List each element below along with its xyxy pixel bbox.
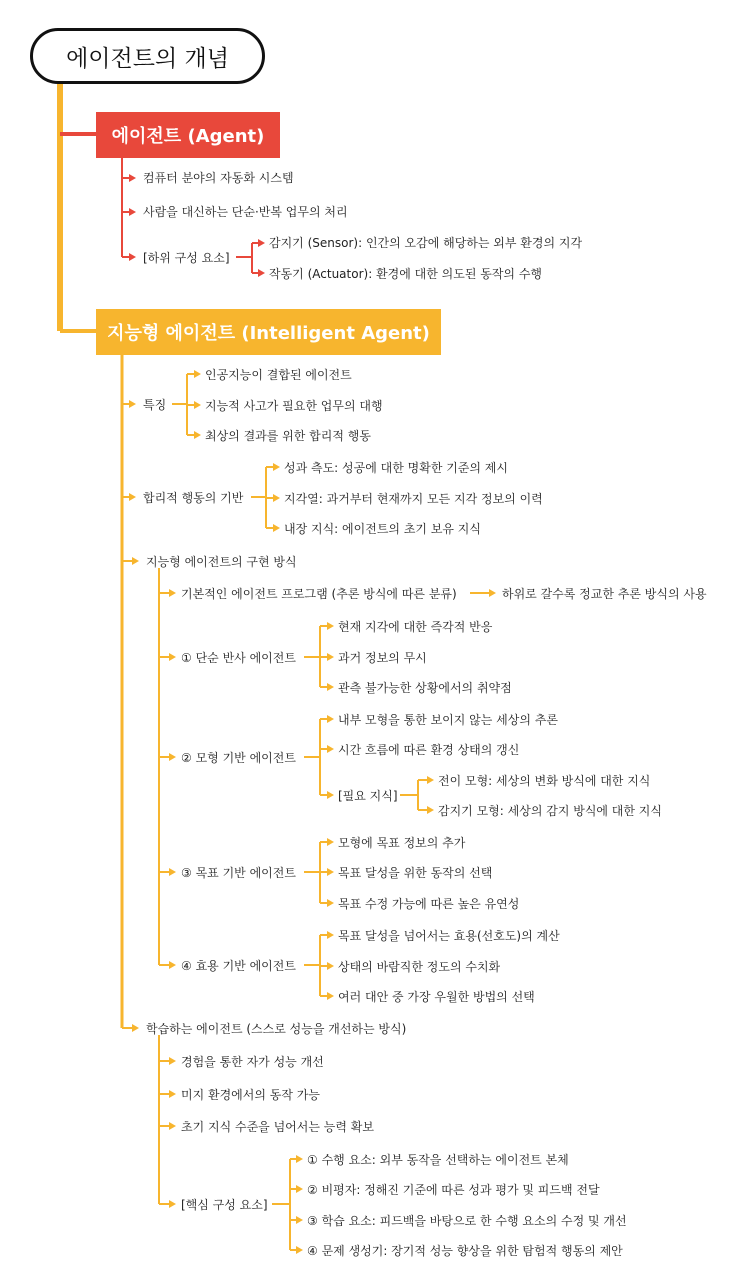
core-component-item: ③ 학습 요소: 피드백을 바탕으로 한 수행 요소의 수정 및 개선 xyxy=(307,1214,627,1228)
utility-based-item: 상태의 바람직한 정도의 수치화 xyxy=(338,960,501,974)
agent-item: 사람을 대신하는 단순·반복 업무의 처리 xyxy=(143,205,348,219)
arrow-head-icon xyxy=(129,253,136,261)
core-components-label: [핵심 구성 요소] xyxy=(181,1198,268,1212)
basic-program-note: 하위로 갈수록 정교한 추론 방식의 사용 xyxy=(502,587,707,601)
goal-based-label: ③ 목표 기반 에이전트 xyxy=(181,866,296,880)
arrow-head-icon xyxy=(327,622,334,630)
arrow-head-icon xyxy=(169,1122,176,1130)
arrow-head-icon xyxy=(169,753,176,761)
arrow-head-icon xyxy=(327,838,334,846)
arrow-head-icon xyxy=(327,791,334,799)
feature-item: 최상의 결과를 위한 합리적 행동 xyxy=(205,429,371,443)
arrow-head-icon xyxy=(327,931,334,939)
arrow-head-icon xyxy=(169,1090,176,1098)
model-based-item: 내부 모형을 통한 보이지 않는 세상의 추론 xyxy=(338,713,558,727)
utility-based-label: ④ 효용 기반 에이전트 xyxy=(181,959,296,973)
core-component-item: ② 비평자: 정해진 기준에 따른 성과 평가 및 피드백 전달 xyxy=(307,1183,600,1197)
arrow-head-icon xyxy=(169,868,176,876)
model-based-item: 시간 흐름에 따른 환경 상태의 갱신 xyxy=(338,743,520,757)
arrow-head-icon xyxy=(129,174,136,182)
arrow-head-icon xyxy=(427,776,434,784)
learning-label: 학습하는 에이전트 (스스로 성능을 개선하는 방식) xyxy=(146,1022,407,1036)
simple-reflex-label: ① 단순 반사 에이전트 xyxy=(181,651,296,665)
rational-item: 내장 지식: 에이전트의 초기 보유 지식 xyxy=(284,522,481,536)
arrow-head-icon xyxy=(327,868,334,876)
agent-sub-label: [하위 구성 요소] xyxy=(143,251,230,265)
goal-based-item: 목표 달성을 위한 동작의 선택 xyxy=(338,866,493,880)
arrow-head-icon xyxy=(327,992,334,1000)
utility-based-item: 목표 달성을 넘어서는 효용(선호도)의 계산 xyxy=(338,929,560,943)
arrow-head-icon xyxy=(169,653,176,661)
agent-item: 컴퓨터 분야의 자동화 시스템 xyxy=(143,171,294,185)
arrow-head-icon xyxy=(132,1024,139,1032)
arrow-head-icon xyxy=(258,269,265,277)
simple-reflex-item: 과거 정보의 무시 xyxy=(338,651,427,665)
arrow-head-icon xyxy=(327,745,334,753)
impl-label: 지능형 에이전트의 구현 방식 xyxy=(146,555,297,569)
arrow-head-icon xyxy=(273,463,280,471)
learning-item: 초기 지식 수준을 넘어서는 능력 확보 xyxy=(181,1120,374,1134)
arrow-head-icon xyxy=(169,961,176,969)
rational-label: 합리적 행동의 기반 xyxy=(143,491,244,505)
agent-section-header: 에이전트 (Agent) xyxy=(96,112,280,158)
simple-reflex-item: 현재 지각에 대한 즉각적 반응 xyxy=(338,620,493,634)
model-based-label: ② 모형 기반 에이전트 xyxy=(181,751,296,765)
root-node: 에이전트의 개념 xyxy=(30,28,265,84)
arrow-head-icon xyxy=(427,806,434,814)
intelligent-agent-section-header: 지능형 에이전트 (Intelligent Agent) xyxy=(96,309,441,355)
features-label: 특징 xyxy=(143,398,167,412)
arrow-head-icon xyxy=(169,589,176,597)
simple-reflex-item: 관측 불가능한 상황에서의 취약점 xyxy=(338,681,512,695)
goal-based-item: 모형에 목표 정보의 추가 xyxy=(338,836,466,850)
agent-sub-item: 감지기 (Sensor): 인간의 오감에 해당하는 외부 환경의 지각 xyxy=(269,236,583,250)
arrow-head-icon xyxy=(132,557,139,565)
rational-item: 지각열: 과거부터 현재까지 모든 지각 정보의 이력 xyxy=(284,492,543,506)
arrow-head-icon xyxy=(296,1155,303,1163)
core-component-item: ① 수행 요소: 외부 동작을 선택하는 에이전트 본체 xyxy=(307,1153,569,1167)
core-component-item: ④ 문제 생성기: 장기적 성능 향상을 위한 탐험적 행동의 제안 xyxy=(307,1244,623,1258)
arrow-head-icon xyxy=(169,1057,176,1065)
arrow-head-icon xyxy=(273,494,280,502)
goal-based-item: 목표 수정 가능에 따른 높은 유연성 xyxy=(338,897,520,911)
arrow-head-icon xyxy=(169,1200,176,1208)
required-knowledge-item: 감지기 모형: 세상의 감지 방식에 대한 지식 xyxy=(438,804,662,818)
arrow-head-icon xyxy=(489,589,496,597)
feature-item: 인공지능이 결합된 에이전트 xyxy=(205,368,352,382)
arrow-head-icon xyxy=(258,239,265,247)
arrow-head-icon xyxy=(194,431,201,439)
feature-item: 지능적 사고가 필요한 업무의 대행 xyxy=(205,399,383,413)
arrow-head-icon xyxy=(296,1185,303,1193)
arrow-head-icon xyxy=(327,653,334,661)
learning-item: 미지 환경에서의 동작 가능 xyxy=(181,1088,320,1102)
arrow-head-icon xyxy=(327,715,334,723)
arrow-head-icon xyxy=(194,401,201,409)
rational-item: 성과 측도: 성공에 대한 명확한 기준의 제시 xyxy=(284,461,508,475)
agent-sub-item: 작동기 (Actuator): 환경에 대한 의도된 동작의 수행 xyxy=(269,267,543,281)
arrow-head-icon xyxy=(327,962,334,970)
arrow-head-icon xyxy=(129,400,136,408)
arrow-head-icon xyxy=(129,493,136,501)
arrow-head-icon xyxy=(327,899,334,907)
learning-item: 경험을 통한 자가 성능 개선 xyxy=(181,1055,324,1069)
required-knowledge-label: [필요 지식] xyxy=(338,789,398,803)
arrow-head-icon xyxy=(194,370,201,378)
arrow-head-icon xyxy=(296,1216,303,1224)
utility-based-item: 여러 대안 중 가장 우월한 방법의 선택 xyxy=(338,990,535,1004)
arrow-head-icon xyxy=(327,683,334,691)
arrow-head-icon xyxy=(273,524,280,532)
arrow-head-icon xyxy=(129,208,136,216)
required-knowledge-item: 전이 모형: 세상의 변화 방식에 대한 지식 xyxy=(438,774,651,788)
basic-program-label: 기본적인 에이전트 프로그램 (추론 방식에 따른 분류) xyxy=(181,587,457,601)
arrow-head-icon xyxy=(296,1246,303,1254)
